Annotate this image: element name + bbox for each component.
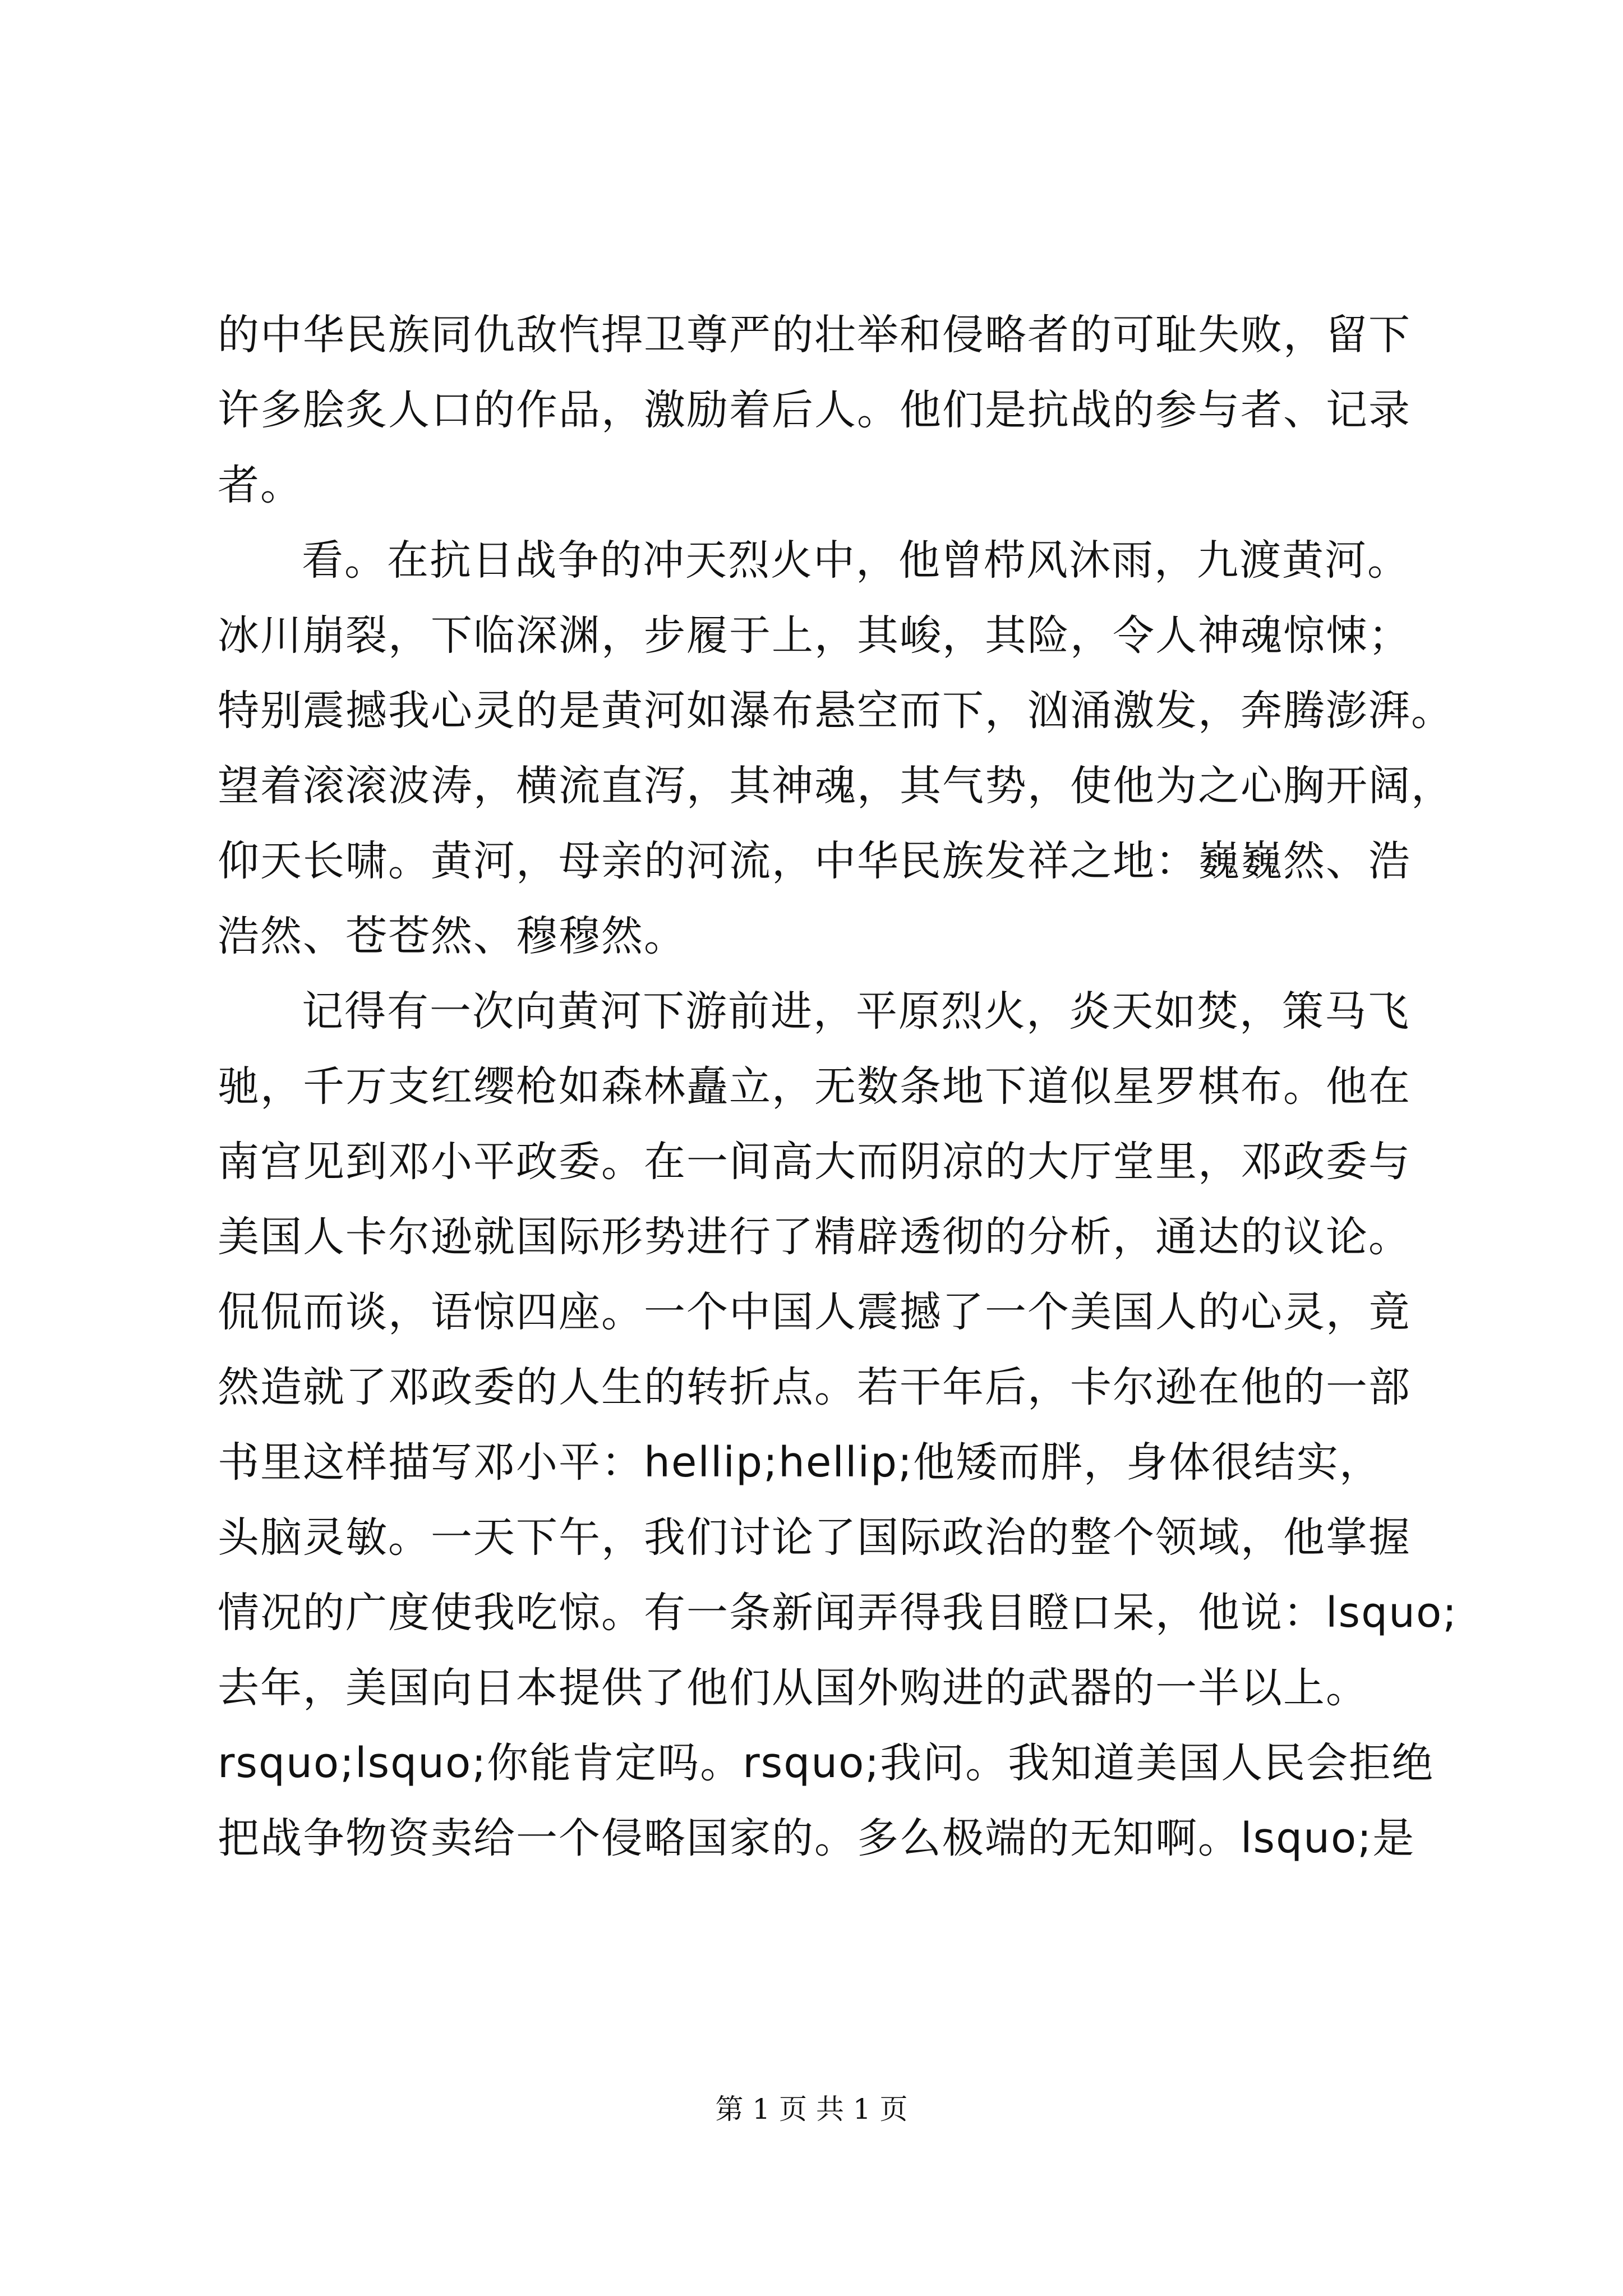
text-line: 情况的广度使我吃惊。有一条新闻弄得我目瞪口呆，他说：lsquo;: [218, 1589, 1458, 1637]
text-line: rsquo;lsquo;你能肯定吗。rsquo;我问。我知道美国人民会拒绝: [218, 1739, 1435, 1787]
text-line: 记得有一次向黄河下游前进，平原烈火，炎天如焚，策马飞: [302, 987, 1410, 1036]
text-line: 仰天长啸。黄河，母亲的河流，中华民族发祥之地：巍巍然、浩: [218, 837, 1411, 885]
text-line: 冰川崩裂，下临深渊，步履于上，其峻，其险，令人神魂惊悚；: [218, 611, 1411, 660]
text-line: 许多脍炙人口的作品，激励着后人。他们是抗战的参与者、记录: [218, 386, 1411, 434]
document-body: [218, 297, 1458, 1876]
text-line: 侃侃而谈，语惊四座。一个中国人震撼了一个美国人的心灵，竟: [218, 1288, 1411, 1336]
text-line: 者。: [218, 461, 303, 509]
text-line: 去年，美国向日本提供了他们从国外购进的武器的一半以上。: [218, 1664, 1368, 1712]
text-line: 驰，千万支红缨枪如森林矗立，无数条地下道似星罗棋布。他在: [218, 1062, 1411, 1111]
text-line: 书里这样描写邓小平：hellip;hellip;他矮而胖，身体很结实，: [218, 1438, 1382, 1487]
text-line: 南宫见到邓小平政委。在一间高大而阴凉的大厅堂里，邓政委与: [218, 1138, 1411, 1186]
text-line: 看。在抗日战争的冲天烈火中，他曾栉风沐雨，九渡黄河。: [302, 536, 1410, 585]
text-line: 然造就了邓政委的人生的转折点。若干年后，卡尔逊在他的一部: [218, 1363, 1411, 1411]
text-line: 浩然、苍苍然、穆穆然。: [218, 912, 686, 960]
text-line: 望着滚滚波涛，横流直泻，其神魂，其气势，使他为之心胸开阔，: [218, 762, 1454, 810]
text-line: 的中华民族同仇敌忾捍卫尊严的壮举和侵略者的可耻失败，留下: [218, 311, 1411, 359]
text-line: 美国人卡尔逊就国际形势进行了精辟透彻的分析，通达的议论。: [218, 1213, 1411, 1261]
text-line: 头脑灵敏。一天下午，我们讨论了国际政治的整个领域，他掌握: [218, 1513, 1411, 1562]
text-line: 特别震撼我心灵的是黄河如瀑布悬空而下，汹涌激发，奔腾澎湃。: [218, 687, 1454, 735]
text-line: 把战争物资卖给一个侵略国家的。多么极端的无知啊。lsquo;是: [218, 1814, 1415, 1862]
page-footer: 第 1 页 共 1 页: [715, 2093, 908, 2125]
